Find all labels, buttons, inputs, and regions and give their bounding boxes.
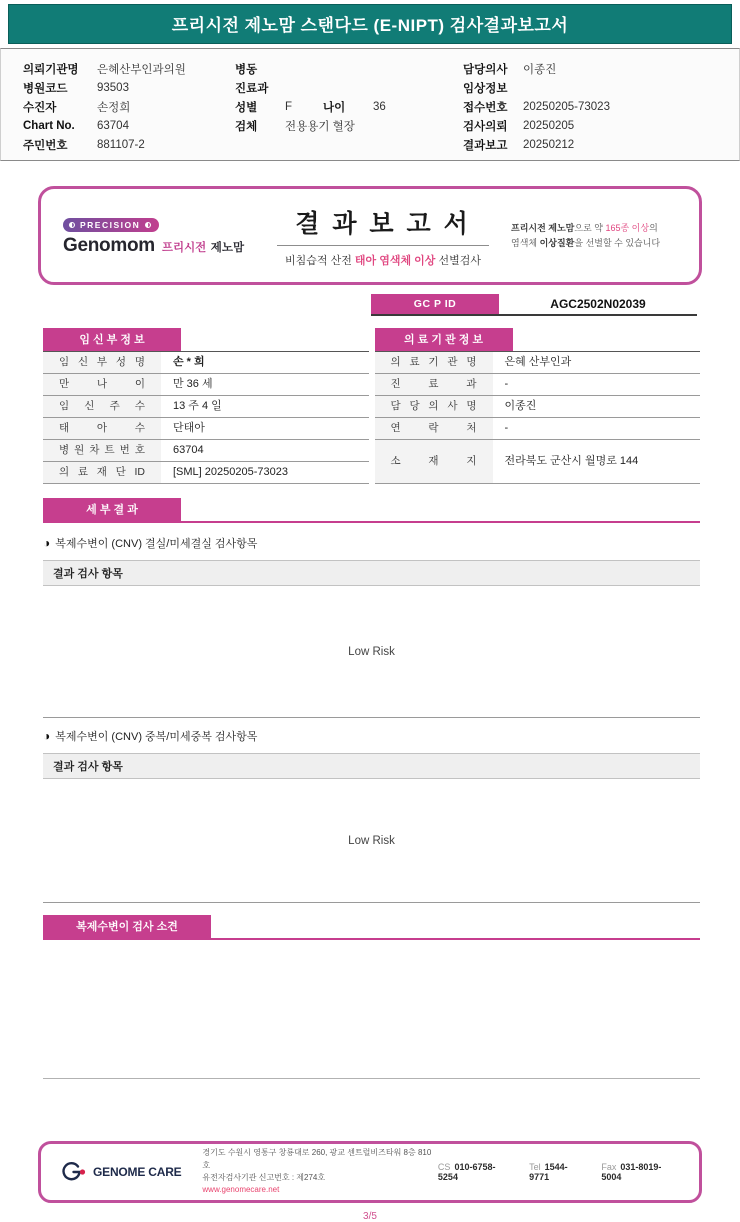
field-row xyxy=(463,135,725,154)
table-row xyxy=(43,396,369,418)
row-value: 단태아 xyxy=(173,422,205,434)
field-label: 담당의사 xyxy=(463,63,508,76)
cnv-duplication-result: Low Risk xyxy=(348,834,395,847)
row-label: 의 료 기 관 명 xyxy=(375,352,493,373)
field-value: 93503 xyxy=(97,81,129,94)
contact-cs: CS 010-6758-5254 xyxy=(437,1162,496,1182)
field-row xyxy=(23,78,235,97)
precision-badge-label: PRECISION xyxy=(80,219,141,230)
cnv-findings-body xyxy=(43,940,700,1079)
patient-header-right-column xyxy=(463,59,725,152)
field-row xyxy=(463,78,725,97)
row-value: 전라북도 군산시 월명로 144 xyxy=(504,455,639,467)
detail-results-title: 세 부 결 과 xyxy=(43,498,181,521)
result-report-banner xyxy=(38,186,702,285)
field-label: 임상정보 xyxy=(463,82,508,95)
field-label: 수진자 xyxy=(23,101,57,114)
row-value: - xyxy=(504,422,509,434)
doc-title: 결 과 보 고 서 xyxy=(295,209,471,238)
table-row xyxy=(43,352,369,374)
row-value: - xyxy=(504,378,509,390)
cnv-duplication-result-area xyxy=(43,779,700,903)
table-row xyxy=(43,440,369,462)
brand-name-kr: 프리시전 제노맘 xyxy=(161,241,245,254)
banner-note-line1: 프리시전 제노맘으로 약 165종 이상의 xyxy=(511,222,658,233)
cnv-duplication-column-header: 결과 검사 항목 xyxy=(43,753,700,779)
field-row xyxy=(463,116,725,135)
title-divider xyxy=(277,245,489,246)
row-value: 이종진 xyxy=(504,400,537,412)
table-row xyxy=(375,352,701,374)
field-value: 이종진 xyxy=(523,63,557,76)
field-row xyxy=(463,97,725,116)
address-line-1: 경기도 수원시 영통구 창룡대로 260, 광교 센트럴비즈타워 8층 810호 xyxy=(202,1148,432,1170)
field-row xyxy=(235,116,463,135)
field-label: 검체 xyxy=(235,120,258,133)
half-circle-bullet-icon: ◑ xyxy=(43,536,51,550)
field-value: 은혜산부인과의원 xyxy=(97,63,186,76)
patient-header-block xyxy=(0,48,740,161)
clinic-info-table xyxy=(375,328,701,484)
field-label: 주민번호 xyxy=(23,139,68,152)
field-value: F xyxy=(285,100,293,113)
table-row xyxy=(43,418,369,440)
footer-address xyxy=(202,1147,438,1197)
field-row xyxy=(235,78,463,97)
field-row xyxy=(23,116,235,135)
row-value: [SML] 20250205-73023 xyxy=(173,466,288,478)
field-label: 병동 xyxy=(235,63,258,76)
field-label: 성별 xyxy=(235,101,258,114)
row-label: 병 원 차 트 번 호 xyxy=(43,440,161,461)
footer xyxy=(38,1141,702,1203)
patient-header-middle-column xyxy=(235,59,463,152)
field-value: 전용용기 혈장 xyxy=(285,120,355,133)
contact-tel: Tel 1544-9771 xyxy=(529,1162,568,1182)
field-label: 나이 xyxy=(323,101,346,114)
gc-p-id-row xyxy=(371,294,697,316)
banner-note-line2: 염색체 이상질환을 선별할 수 있습니다 xyxy=(511,237,661,248)
cnv-deletion-column-header: 결과 검사 항목 xyxy=(43,560,700,586)
field-row xyxy=(463,59,725,78)
row-label: 임 신 부 성 명 xyxy=(43,352,161,373)
cnv-deletion-section-title: ◑ 복제수변이 (CNV) 결실/미세결실 검사항목 xyxy=(43,536,258,550)
genome-care-logo-text: GENOME CARE xyxy=(93,1165,182,1179)
gc-p-id-value: AGC2502N02039 xyxy=(550,297,646,311)
row-value: 은혜 산부인과 xyxy=(504,356,572,368)
row-label: 임 신 주 수 xyxy=(43,396,161,417)
row-label: 태 아 수 xyxy=(43,418,161,439)
doc-subtitle: 비침습적 산전 태아 염색체 이상 선별검사 xyxy=(285,254,481,267)
row-value: 13 주 4 일 xyxy=(173,400,222,412)
detail-results-header xyxy=(43,498,700,523)
clinic-info-title: 의 료 기 관 정 보 xyxy=(375,328,513,351)
genome-care-logo-icon xyxy=(61,1161,87,1183)
cnv-deletion-result-area xyxy=(43,586,700,718)
row-label: 진 료 과 xyxy=(375,374,493,395)
half-circle-bullet-icon: ◑ xyxy=(43,729,51,743)
row-value: 손 * 희 xyxy=(173,356,205,368)
field-value: 20250205 xyxy=(523,119,575,132)
table-row xyxy=(375,396,701,418)
table-row xyxy=(43,374,369,396)
field-label: 검사의뢰 xyxy=(463,120,508,133)
badge-dot-icon xyxy=(69,222,75,228)
field-row xyxy=(235,97,463,116)
mother-info-title: 임 신 부 정 보 xyxy=(43,328,181,351)
field-row xyxy=(235,59,463,78)
cnv-findings-header xyxy=(43,915,700,940)
field-label: 결과보고 xyxy=(463,139,508,152)
row-value: 만 36 세 xyxy=(173,378,213,390)
contact-fax: Fax 031-8019-5004 xyxy=(601,1162,662,1182)
field-label: 진료과 xyxy=(235,82,269,95)
field-value: 손정희 xyxy=(97,101,131,114)
field-value: 20250212 xyxy=(523,138,575,151)
row-label: 연 락 처 xyxy=(375,418,493,439)
badge-dot-icon xyxy=(145,222,151,228)
field-value: 63704 xyxy=(97,119,129,132)
field-label: Chart No. xyxy=(23,119,75,132)
footer-contacts xyxy=(438,1162,681,1182)
address-line-2: 유전자검사기관 신고번호 : 제274호 xyxy=(202,1173,326,1182)
field-value: 20250205-73023 xyxy=(523,100,610,113)
footer-website: www.genomecare.net xyxy=(202,1185,280,1195)
clinic-info-body xyxy=(375,351,701,484)
report-title: 프리시전 제노맘 스탠다드 (E-NIPT) 검사결과보고서 xyxy=(171,16,569,35)
row-label: 의 료 재 단 ID xyxy=(43,462,161,483)
mother-info-body xyxy=(43,351,369,484)
table-row xyxy=(375,440,701,484)
banner-center xyxy=(255,204,511,268)
cnv-deletion-result: Low Risk xyxy=(348,645,395,658)
mother-info-table xyxy=(43,328,369,484)
row-label: 소 재 지 xyxy=(375,440,493,483)
info-tables xyxy=(43,328,700,484)
genomom-logo xyxy=(63,215,255,257)
field-value: 881107-2 xyxy=(97,138,145,151)
row-value: 63704 xyxy=(173,444,204,456)
field-label: 병원코드 xyxy=(23,82,68,95)
report-title-bar xyxy=(8,4,732,44)
cnv-duplication-section-title: ◑ 복제수변이 (CNV) 중복/미세중복 검사항목 xyxy=(43,729,258,743)
table-row xyxy=(43,462,369,484)
genome-care-logo xyxy=(61,1161,188,1183)
field-row xyxy=(23,135,235,154)
field-label: 의뢰기관명 xyxy=(23,63,79,76)
field-row xyxy=(23,59,235,78)
field-value: 36 xyxy=(373,100,386,113)
field-row xyxy=(23,97,235,116)
banner-note xyxy=(511,221,681,251)
brand-name-en: Genomom xyxy=(63,234,155,256)
precision-badge xyxy=(63,218,159,232)
row-label: 담 당 의 사 명 xyxy=(375,396,493,417)
gc-p-id-label: GC P ID xyxy=(371,294,499,314)
table-row xyxy=(375,374,701,396)
row-label: 만 나 이 xyxy=(43,374,161,395)
brand-line xyxy=(63,235,255,257)
field-label: 접수번호 xyxy=(463,101,508,114)
table-row xyxy=(375,418,701,440)
patient-header-left-column xyxy=(23,59,235,152)
page-number: 3/5 xyxy=(363,1211,377,1222)
cnv-findings-title: 복제수변이 검사 소견 xyxy=(43,915,211,938)
